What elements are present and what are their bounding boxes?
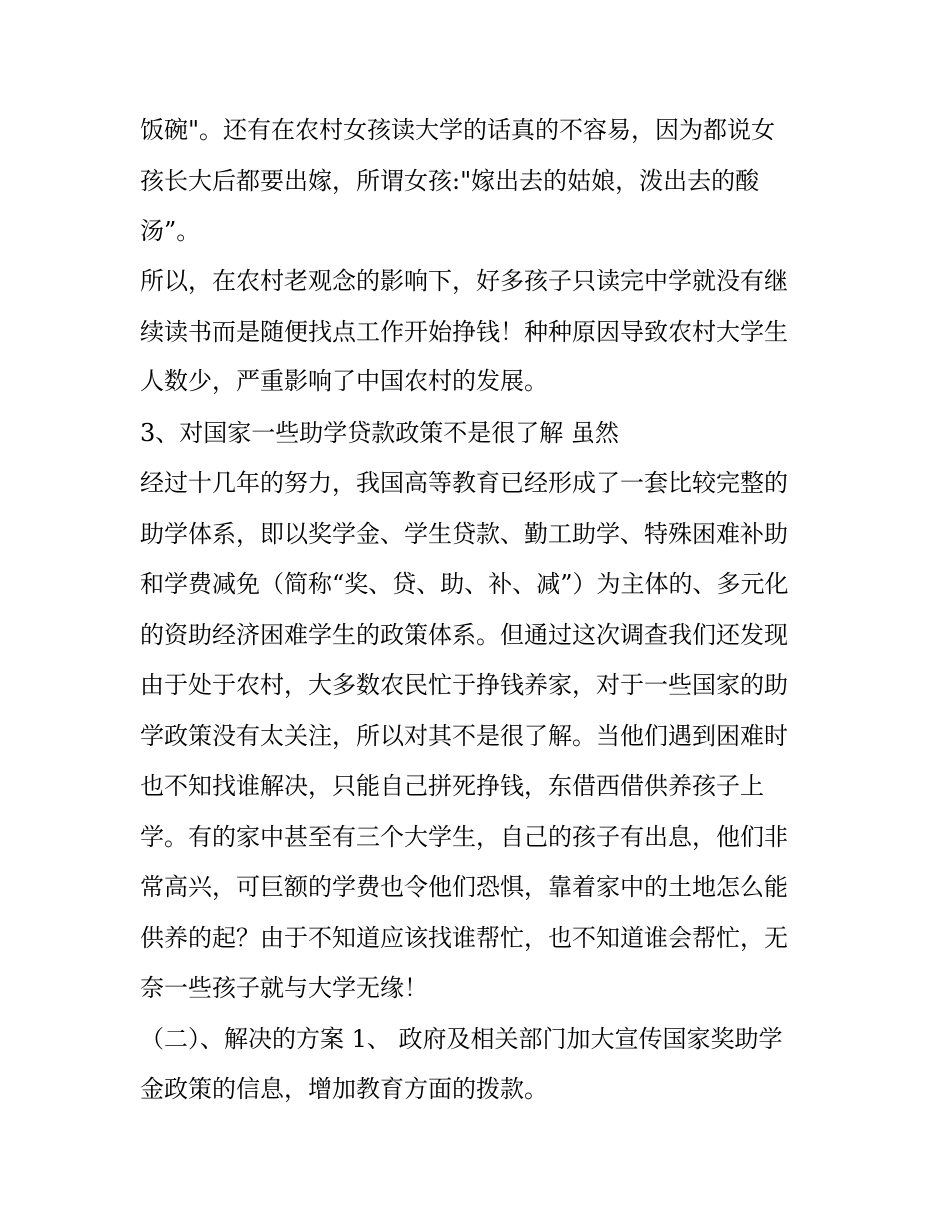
text-line: 所以，在农村老观念的影响下，好多孩子只读完中学就没有继 [140, 267, 788, 295]
text-line: 和学费减免（简称“奖、贷、助、补、减”）为主体的、多元化 [140, 570, 789, 598]
text-line: 助学体系，即以奖学金、学生贷款、勤工助学、特殊困难补助 [140, 520, 788, 548]
text-line: 也不知找谁解决，只能自己拼死挣钱，东借西借供养孩子上 [140, 772, 764, 800]
text-line: 由于处于农村，大多数农民忙于挣钱养家，对于一些国家的助 [140, 671, 788, 699]
section-heading: 3、对国家一些助学贷款政策不是很了解 虽然 [140, 419, 619, 447]
text-line: 学政策没有太关注，所以对其不是很了解。当他们遇到困难时 [140, 722, 788, 750]
text-line: 人数少，严重影响了中国农村的发展。 [140, 367, 548, 395]
text-line: 汤”。 [140, 217, 201, 245]
text-line: 学。有的家中甚至有三个大学生，自己的孩子有出息，他们非 [140, 823, 788, 851]
text-line: 饭碗"。还有在农村女孩读大学的话真的不容易，因为都说女 [140, 116, 776, 144]
text-line: 续读书而是随便找点工作开始挣钱！种种原因导致农村大学生 [140, 318, 788, 346]
text-line: 经过十几年的努力，我国高等教育已经形成了一套比较完整的 [140, 469, 788, 497]
text-line: 金政策的信息，增加教育方面的拨款。 [140, 1075, 548, 1103]
section-heading: （二）、解决的方案 1、 政府及相关部门加大宣传国家奖助学 [140, 1025, 783, 1053]
text-line: 孩长大后都要出嫁，所谓女孩:"嫁出去的姑娘，泼出去的酸 [140, 167, 760, 195]
text-line: 供养的起？由于不知道应该找谁帮忙，也不知道谁会帮忙，无 [140, 924, 788, 952]
text-line: 的资助经济困难学生的政策体系。但通过这次调查我们还发现 [140, 621, 788, 649]
text-line: 奈一些孩子就与大学无缘！ [140, 974, 428, 1002]
text-line: 常高兴，可巨额的学费也令他们恐惧，靠着家中的土地怎么能 [140, 873, 788, 901]
